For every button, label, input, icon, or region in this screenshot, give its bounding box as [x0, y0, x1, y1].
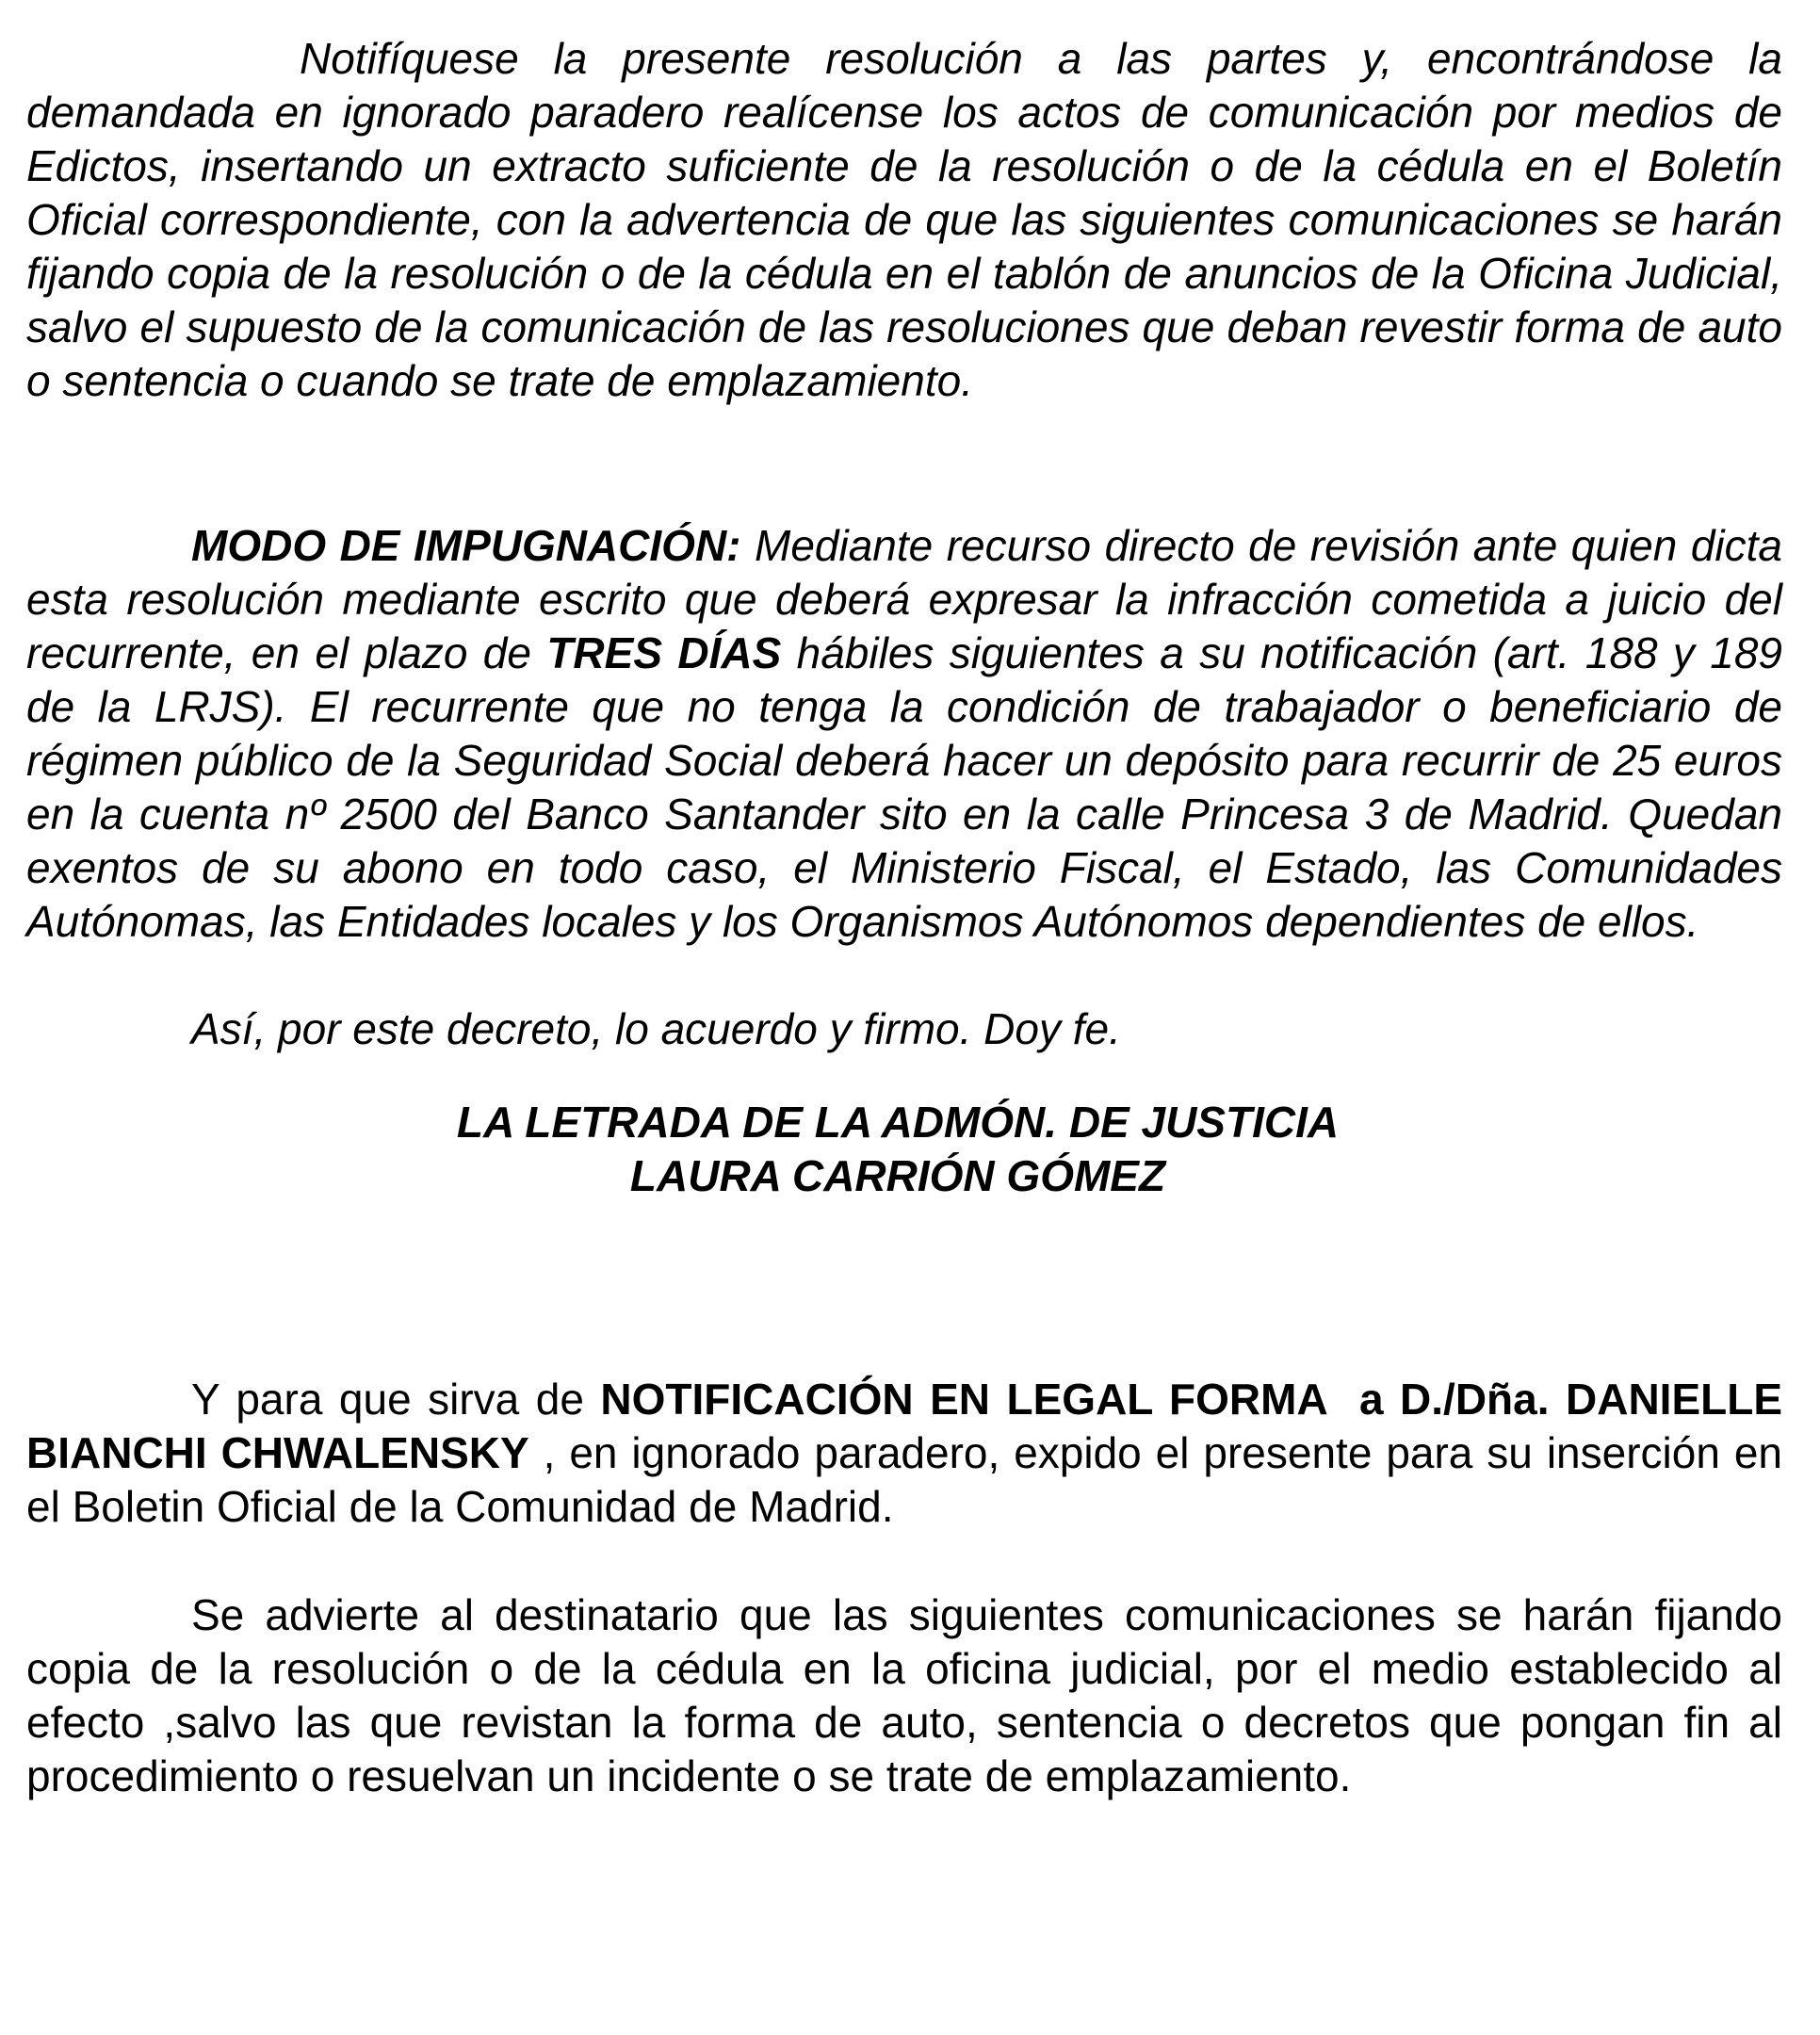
impugnation-text-2: hábiles siguientes a su notificación (art. 188 y 189 de la LRJS). El recurrente que no tenga la condición de trabajador o beneficiario de régimen público de la Seguridad Social deberá hacer un depósito para recurrir de 25 euros en la cuenta nº 2500 del Banco Santander sito en la calle Princesa 3 de Madrid. Quedan exentos de su abono en todo caso, el Ministerio Fiscal, el Estado, las Comunidades Autónomas, las Entidades locales y los Organismos Autónomos dependientes de ellos.	[26, 628, 1782, 946]
document-page	[26, 0, 1795, 1803]
signature-block	[26, 1096, 1782, 1203]
legal-notice-text-1: Y para que sirva de	[191, 1375, 601, 1424]
notification-text: Notifíquese la presente resolución a las partes y, encontrándose la demandada en ignorado paradero realícense los actos de comunicación por medios de Edictos, insertando un extracto suficiente de la resolución o de la cédula en el Boletín Oficial correspondiente, con la advertencia de que las siguientes comunicaciones se harán fijando copia de la resolución o de la cédula en el tablón de anuncios de la Oficina Judicial, salvo el supuesto de la comunicación de las resoluciones que deban revestir forma de auto o sentencia o cuando se trate de emplazamiento.	[26, 34, 1782, 405]
signature-name: LAURA CARRIÓN GÓMEZ	[629, 1151, 1166, 1200]
notification-paragraph	[26, 32, 1782, 408]
signature-role: LA LETRADA DE LA ADMÓN. DE JUSTICIA	[456, 1098, 1340, 1147]
closing-text: Así, por este decreto, lo acuerdo y firmo. Doy fe.	[191, 1004, 1121, 1053]
impugnation-paragraph	[26, 519, 1782, 949]
legal-notice-type: NOTIFICACIÓN EN LEGAL FORMA	[600, 1375, 1326, 1424]
closing-paragraph	[26, 1002, 1782, 1056]
impugnation-deadline: TRES DÍAS	[546, 628, 782, 677]
legal-notice-paragraph	[26, 1373, 1795, 1534]
impugnation-text-1: Mediante recurso directo de revisión ante quien dicta esta resolución mediante escrito que deberá expresar la infracción cometida a juicio del recurrente, en el plazo de	[26, 521, 1782, 677]
impugnation-heading: MODO DE IMPUGNACIÓN:	[191, 521, 741, 570]
legal-notice-text-2: , en ignorado paradero, expido el presente para su inserción en el Boletin Oficial de la Comunidad de Madrid.	[26, 1428, 1795, 1531]
warning-paragraph	[26, 1588, 1782, 1803]
warning-text: Se advierte al destinatario que las siguientes comunicaciones se harán fijando copia de la resolución o de la cédula en la oficina judicial, por el medio establecido al efecto ,salvo las que revistan la forma de auto, sentencia o decretos que pongan fin al procedimiento o resuelvan un incidente o se trate de emplazamiento.	[26, 1590, 1782, 1800]
legal-notice-recipient: a D./Dña. DANIELLE BIANCHI CHWALENSKY	[26, 1375, 1795, 1477]
